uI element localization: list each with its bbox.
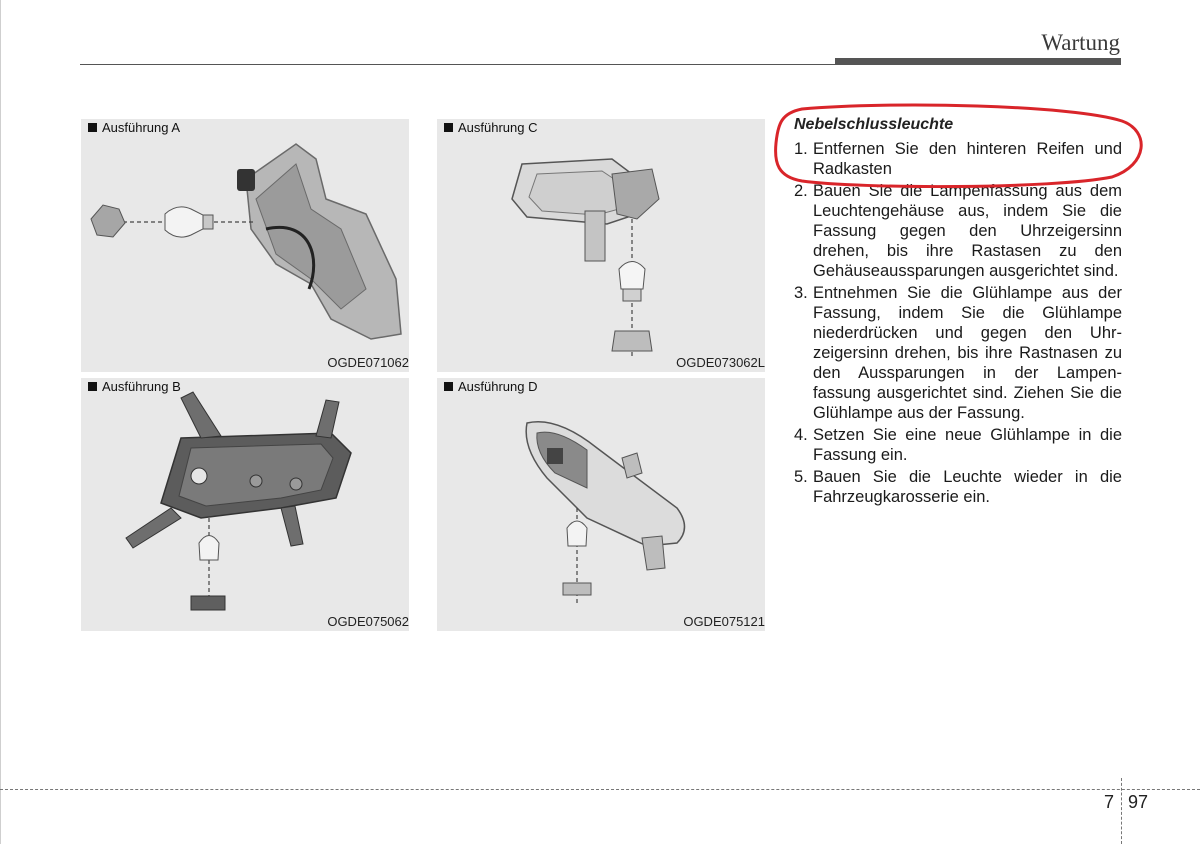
figure-ausfuehrung-b (81, 378, 409, 631)
step-item (794, 283, 1122, 423)
step-number: 2. (794, 182, 808, 200)
figure-label-text: Ausführung D (458, 379, 538, 394)
step-item (794, 425, 1122, 465)
figure-label-text: Ausführung A (102, 120, 181, 135)
header-bar (835, 58, 1121, 65)
instruction-steps (794, 139, 1122, 509)
step-number: 3. (794, 284, 808, 302)
page-number: 97 (1128, 792, 1149, 812)
fog-lamp-a-illustration (81, 119, 409, 372)
step-text: Setzen Sie eine neue Glühlampe in die Fassung ein. (813, 426, 1122, 464)
figure-ausfuehrung-a (81, 119, 409, 372)
footer-rule (0, 789, 1200, 790)
chapter-number: 7 (1104, 792, 1115, 812)
step-item (794, 181, 1122, 281)
square-bullet-icon (88, 123, 97, 132)
figure-label-text: Ausführung B (102, 379, 181, 394)
section-title: Nebelschlussleuchte (794, 116, 954, 133)
square-bullet-icon (444, 382, 453, 391)
figure-code: OGDE073062L (676, 355, 765, 370)
fog-lamp-b-illustration (81, 378, 409, 631)
footer-divider (1121, 778, 1122, 844)
figure-label (88, 120, 180, 135)
figure-code: OGDE075121 (683, 614, 765, 629)
step-text: Bauen Sie die Leuchte wieder in die Fahrzeugkarosserie ein. (813, 468, 1122, 506)
step-item (794, 467, 1122, 507)
step-text: Bauen Sie die Lampenfassung aus dem Leuchtengehäuse aus, indem Sie die Fassung gegen den Uhrzeigersinn drehen, bis ihre Rastasen zu den Gehäuseaussparungen ausgerichtet sind. (813, 182, 1122, 280)
fog-lamp-c-illustration (437, 119, 765, 372)
figure-label (444, 379, 538, 394)
step-item (794, 139, 1122, 179)
figure-label-text: Ausführung C (458, 120, 538, 135)
page-edge-line (0, 0, 1, 844)
step-number: 5. (794, 468, 808, 486)
step-text: Entnehmen Sie die Glühlampe aus der Fassung, indem Sie die Glühlampe niederdrücken und gegen den Uhr-zeigersinn drehen, bis ihre Rastnasen zu den Aussparungen in der Lampen-fassung ausgerichtet sind. Ziehen Sie die Glühlampe aus der Fassung. (813, 284, 1122, 422)
square-bullet-icon (444, 123, 453, 132)
figure-ausfuehrung-d (437, 378, 765, 631)
figure-code: OGDE075062 (327, 614, 409, 629)
square-bullet-icon (88, 382, 97, 391)
figure-label (88, 379, 181, 394)
figure-label (444, 120, 538, 135)
page-header-title: Wartung (1041, 30, 1120, 55)
step-text: Entfernen Sie den hinteren Reifen und Radkasten (813, 140, 1122, 178)
step-number: 4. (794, 426, 808, 444)
figure-code: OGDE071062 (327, 355, 409, 370)
figure-ausfuehrung-c (437, 119, 765, 372)
step-number: 1. (794, 140, 808, 158)
fog-lamp-d-illustration (437, 378, 765, 631)
